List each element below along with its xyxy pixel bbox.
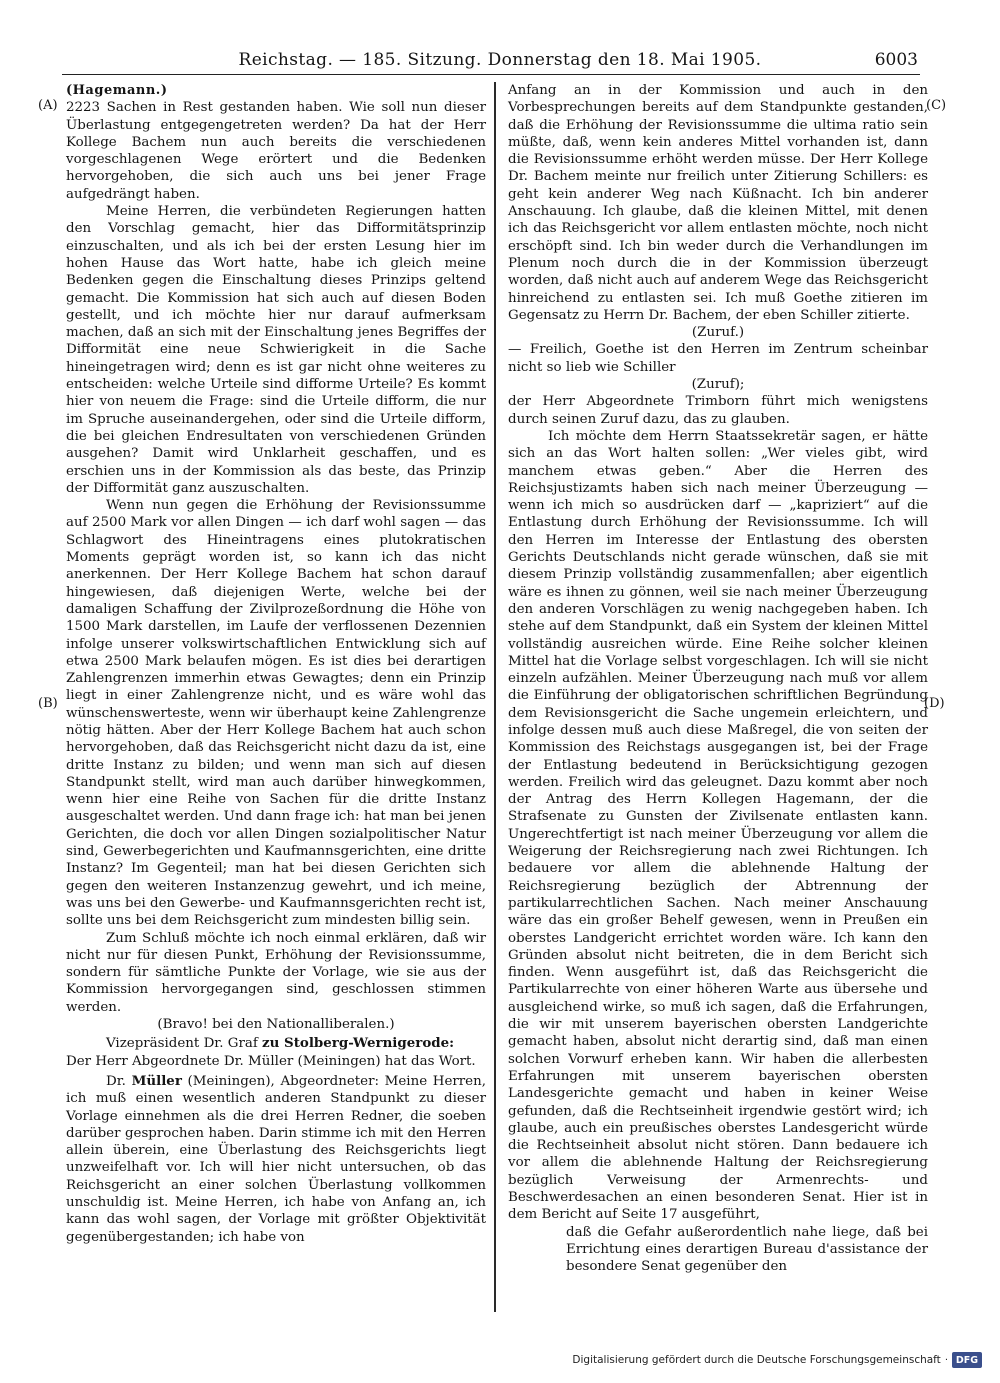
paragraph: 2223 Sachen in Rest gestanden haben. Wie soll nun dieser Überlastung entgegengetreten werden? Da hat der Herr Kollege Bachem nun auch bereits die verschiedenen vorgeschlagenen Wege erörtert und die Bedenken hervorgehoben, die sich auch uns bei jener Frage aufgedrängt haben.: [66, 100, 486, 202]
margin-marker-c: (C): [926, 98, 947, 113]
vice-president-name: zu Stolberg-Wernigerode:: [262, 1035, 455, 1052]
right-column: [508, 82, 928, 1275]
paragraph: Anfang an in der Kommission und auch in den Vorbesprechungen bereits auf dem Standpunkte gestanden, daß die Erhöhung der Revisionssumme die ultima ratio sein müßte, daß, wenn kein anderes Mittel vorhanden ist, dann die Revisionssumme erhöht werden müsse. Der Herr Kollege Dr. Bachem meinte nur freilich unter Zitierung Schillers: es geht kein anderer Weg nach Küßnacht. Ich bin anderer Anschauung. Ich glaube, daß die kleinen Mittel, mit denen ich das Reichsgericht vor allem entlasten möchte, noch nicht erschöpft sind. Ich bin weder durch die Verhandlungen im Plenum noch durch die in der Kommission überzeugt worden, daß nicht auch auf anderem Wege das Reichsgericht hinreichend zu entlasten sei. Ich muß Goethe zitieren im Gegensatz zu Herrn Dr. Bachem, der eben Schiller zitierte.: [508, 83, 928, 323]
paragraph: Meine Herren, die verbündeten Regierungen hatten den Vorschlag gemacht, hier das Difformitätsprinzip einzuschalten, und als ich bei der ersten Lesung hier im hohen Hause das Wort hatte, habe ich gleich meine Bedenken gegen die Einschaltung dieses Prinzips geltend gemacht. Die Kommission hat sich auch auf diesen Boden gestellt, und ich möchte hier nur darauf aufmerksam machen, daß an sich mit der Einschaltung jenes Begriffes der Difformität eine neue Schwierigkeit in die Sache hineingetragen wird; denn es ist gar nicht ohne weiteres zu entscheiden: welche Urteile sind difforme Urteile? Es kommt hier von neuem die Frage: sind die Urteile difform, die nur im Spruche auseinandergehen, oder sind die Urteile difform, die bei gleichen Endresultaten von verschiedenen Gründen ausgehen? Damit wird Unklarheit geschaffen, und es erschien uns in der Kommission als das beste, das Prinzip der Difformität ganz auszuschalten.: [66, 204, 486, 496]
vice-president-text: Der Herr Abgeordnete Dr. Müller (Meiningen) hat das Wort.: [66, 1053, 476, 1069]
footer-text: Digitalisierung gefördert durch die Deutsche Forschungsgemeinschaft: [572, 1354, 941, 1366]
page-number: 6003: [874, 50, 918, 70]
running-title: Reichstag. — 185. Sitzung. Donnerstag den 18. Mai 1905.: [238, 50, 762, 70]
page-header: [0, 0, 1000, 70]
paragraph: Wenn nun gegen die Erhöhung der Revisionssumme auf 2500 Mark vor allen Dingen — ich darf wohl sagen — das Schlagwort des Hineintragens eines plutokratischen Moments geprägt worden ist, so kann ich das nicht anerkennen. Der Herr Kollege Bachem hat schon darauf hingewiesen, daß diejenigen Werte, welche bei der damaligen Schaffung der Zivilprozeßordnung die Höhe von 1500 Mark darstellen, im Laufe der verflossenen Dezennien infolge unserer volkswirtschaftlichen Entwicklung sich auf etwa 2500 Mark belaufen mögen. Es ist dies bei derartigen Zahlengrenzen immerhin etwas Gewagtes; denn ein Prinzip liegt in einer Zahlengrenze nicht, und es wäre wohl das wünschenswerteste, wenn wir überhaupt keine Zahlengrenze nötig hätten. Aber der Herr Kollege Bachem hat auch schon hervorgehoben, daß das Reichsgericht nicht dazu da ist, eine dritte Instanz zu bilden; und wenn man sich auf diesen Standpunkt stellt, wird man auch darüber hinwegkommen, wenn hier eine Reihe von Sachen für die dritte Instanz ausgeschaltet werden. Und dann frage ich: hat man bei jenen Gerichten, die doch vor allen Dingen sozialpolitischer Natur sind, Gewerbegerichten und Kaufmannsgerichten, eine dritte Instanz? Im Gegenteil; man hat bei diesen Gerichten sich gegen den weiteren Instanzenzug gewehrt, und ich meine, was uns bei den Gewerbe- und Kaufmannsgerichten recht ist, sollte uns bei dem Reichsgericht zum mindesten billig sein.: [66, 498, 486, 929]
interjection: (Zuruf.): [691, 325, 745, 341]
interjection: (Zuruf);: [691, 377, 745, 393]
margin-marker-a: (A): [38, 98, 58, 113]
block-quote: daß die Gefahr außerordentlich nahe liege, daß bei Errichtung eines derartigen Bureau d'assistance der besondere Senat gegenüber den: [566, 1224, 928, 1275]
applause-note: (Bravo! bei den Nationalliberalen.): [157, 1017, 395, 1033]
paragraph: Zum Schluß möchte ich noch einmal erklären, daß wir nicht nur für diesen Punkt, Erhöhung der Revisionssumme, sondern für sämtliche Punkte der Vorlage, wie sie aus der Kommission hervorgegangen sind, geschlossen stimmen werden.: [66, 930, 486, 1015]
speaker-text: (Meiningen), Abgeordneter: Meine Herren, ich muß einen wesentlich anderen Standpunkt zu dieser Vorlage einnehmen als die drei Herren Redner, die soeben darüber gesprochen haben. Darin stimme ich mit den Herren allein überein, eine Überlastung des Reichsgerichts liegt unzweifelhaft vor. Ich will hier nicht untersuchen, ob das Reichsgericht an einer solchen Überlastung vollkommen unschuldig ist. Meine Herren, ich habe von Anfang an, ich kann das wohl sagen, der Vorlage mit größter Objektivität gegenübergestanden; ich habe von: [66, 1073, 486, 1245]
margin-marker-b: (B): [38, 696, 58, 711]
margin-marker-d: (D): [924, 696, 945, 711]
header-rule: [62, 74, 920, 75]
speaker-name: Müller: [131, 1072, 182, 1089]
speaker-paragraph: [66, 1073, 486, 1246]
footer-separator: ·: [944, 1354, 948, 1366]
left-column: [66, 82, 486, 1246]
speaker-head: (Hagemann.): [66, 83, 168, 98]
dfg-logo-icon: DFG: [952, 1352, 982, 1368]
vice-president-prefix: Vizepräsident Dr. Graf: [106, 1036, 263, 1052]
paragraph: Ich möchte dem Herrn Staatssekretär sagen, er hätte sich an das Wort halten sollen: „Wer vieles gibt, wird manchem etwas geben.“ Aber die Herren des Reichsjustizamts haben sich nach meiner Überzeugung — wenn ich mich so ausdrücken darf — „kapriziert“ auf die Entlastung durch Erhöhung der Revisionssumme. Ich will den Herren im Interesse der Entlastung des obersten Gerichts Deutschlands nicht gerade wünschen, daß sie mit diesem Prinzip vollständig zusammenfallen; aber eigentlich wäre es ihnen zu gönnen, weil sie nach meiner Überzeugung den anderen Vorschlägen zu wenig nachgegeben haben. Ich stehe auf dem Standpunkt, daß ein System der kleinen Mittel vollständig ausreichen würde. Eine Reihe solcher kleinen Mittel hat die Vorlage selbst vorgeschlagen. Ich will sie nicht einzeln aufzählen. Meiner Überzeugung nach muß vor allem die Einführung der obligatorischen schriftlichen Begründung dem Revisionsgericht die Sache ungemein erleichtern, und infolge dessen muß auch diese Maßregel, die von seiten der Kommission des Reichstags ausgegangen ist, bei der Frage der Entlastung bedeutend in Berücksichtigung gezogen werden. Freilich wird das geleugnet. Dazu kommt aber noch der Antrag des Herrn Kollegen Hagemann, der die Strafsenate zu Gunsten der Zivilsenate entlasten kann. Ungerechtfertigt ist nach meiner Überzeugung vor allem die Weigerung der Reichsregierung nach zwei Richtungen. Ich bedauere vor allem die ablehnende Haltung der Reichsregierung bezüglich der Abtrennung der partikularrechtlichen Sachen. Nach meiner Anschauung wäre das ein großer Behelf gewesen, wenn in Preußen ein oberstes Landgericht errichtet worden wäre. Ich kann den Gründen absolut nicht beitreten, die in dem Bericht sich finden. Wenn ausgeführt ist, daß das Reichsgericht die Partikularrechte von einer höheren Warte aus übersehe und ausgleichend wirke, so muß ich sagen, daß die Erfahrungen, die wir mit unserem bayerischen obersten Landgerichte gemacht haben, absolut nicht derartig sind, daß man einen solchen Vorwurf erheben kann. Wir haben die allerbesten Erfahrungen mit unserem bayerischen obersten Landesgerichte gemacht und haben in keiner Weise gefunden, daß die Rechtseinheit irgendwie gestört wird; ich glaube, auch ein preußisches oberstes Landesgericht würde die Rechtseinheit absolut nicht stören. Dann bedauere ich vor allem die ablehnende Haltung der Reichsregierung bezüglich Verweisung der Armenrechts- und Beschwerdesachen an einen besonderen Senat. Hier ist in dem Bericht auf Seite 17 ausgeführt,: [508, 428, 928, 1223]
paragraph: — Freilich, Goethe ist den Herren im Zentrum scheinbar nicht so lieb wie Schiller: [508, 342, 928, 375]
speaker-prefix: Dr.: [106, 1073, 132, 1089]
footer-credit: [572, 1352, 982, 1368]
column-divider: [494, 82, 496, 1312]
vice-president-line: [66, 1035, 486, 1052]
paragraph: der Herr Abgeordnete Trimborn führt mich wenigstens durch seinen Zuruf dazu, das zu glauben.: [508, 394, 928, 427]
